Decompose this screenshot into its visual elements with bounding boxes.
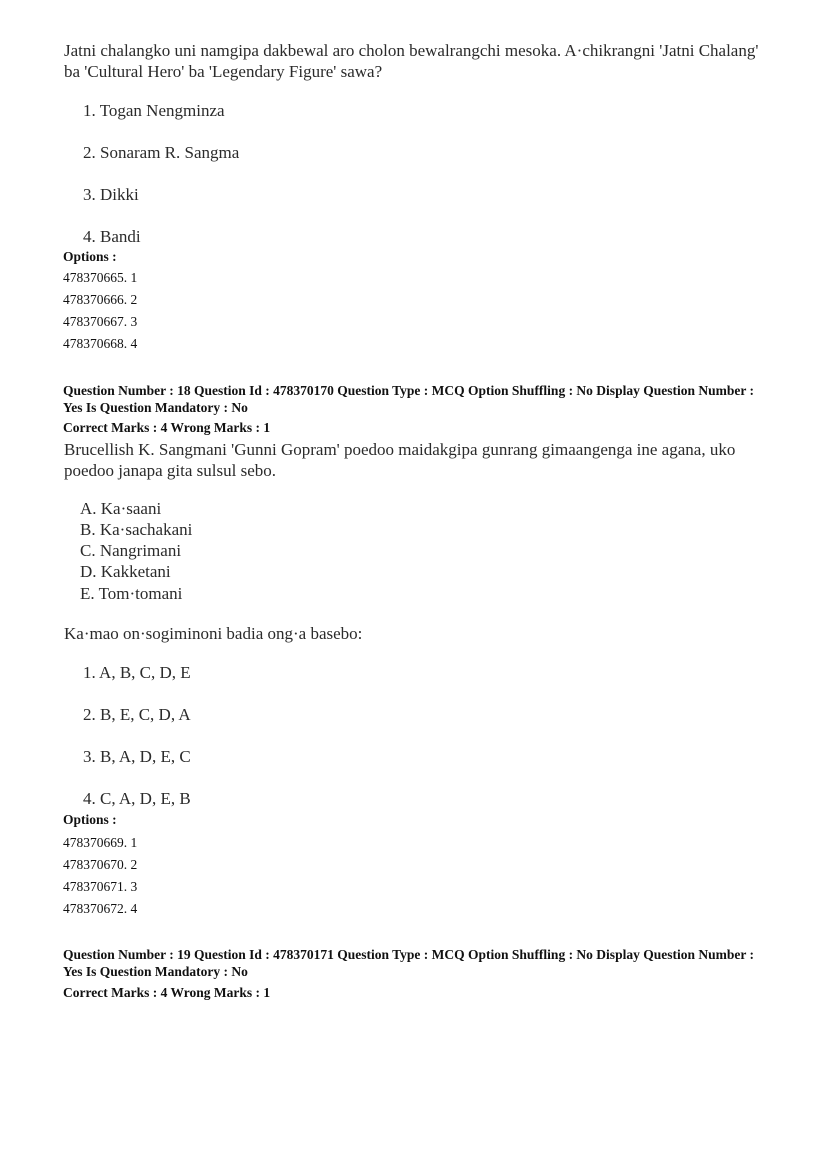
q18-instruction: Ka·mao on·sogiminoni badia ong·a basebo: (64, 624, 363, 643)
q18-choice-4: 4. C, A, D, E, B (83, 789, 191, 808)
q18-choice-1: 1. A, B, C, D, E (83, 663, 191, 682)
q18-marks: Correct Marks : 4 Wrong Marks : 1 (63, 420, 271, 435)
q18-option-id-3: 478370671. 3 (63, 879, 138, 894)
q18-option-id-2: 478370670. 2 (63, 857, 138, 872)
q17-option-id-2: 478370666. 2 (63, 292, 138, 307)
q18-option-id-4: 478370672. 4 (63, 901, 138, 916)
q17-choice-2: 2. Sonaram R. Sangma (83, 143, 240, 162)
q18-statement-b: B. Ka·sachakani (80, 520, 193, 539)
q17-question-text: Jatni chalangko uni namgipa dakbewal aro cholon bewalrangchi mesoka. A·chikrangni 'Jatni Chalang' ba 'Cultural Hero' ba 'Legendary Figure' sawa? (64, 41, 759, 81)
q17-option-id-4: 478370668. 4 (63, 336, 138, 351)
q18-statement-c: C. Nangrimani (80, 541, 182, 560)
q17-choice-3: 3. Dikki (83, 185, 139, 204)
q18-question-text: Brucellish K. Sangmani 'Gunni Gopram' poedoo maidakgipa gunrang gimaangenga ine agana, uko poedoo janapa gita sulsul sebo. (64, 440, 736, 480)
q18-choice-2: 2. B, E, C, D, A (83, 705, 191, 724)
q18-meta: Question Number : 18 Question Id : 478370170 Question Type : MCQ Option Shuffling : No Display Question Number : Yes Is Question Mandatory : No (63, 383, 754, 415)
q19-meta: Question Number : 19 Question Id : 478370171 Question Type : MCQ Option Shuffling : No Display Question Number : Yes Is Question Mandatory : No (63, 947, 754, 979)
q17-options-label: Options : (63, 249, 117, 264)
q18-statement-d: D. Kakketani (80, 562, 171, 581)
q17-choice-1: 1. Togan Nengminza (83, 101, 225, 120)
q18-option-id-1: 478370669. 1 (63, 835, 138, 850)
q17-choice-4: 4. Bandi (83, 227, 141, 246)
q18-statement-e: E. Tom·tomani (80, 584, 183, 603)
q18-options-label: Options : (63, 812, 117, 827)
q19-marks: Correct Marks : 4 Wrong Marks : 1 (63, 985, 271, 1000)
q17-option-id-3: 478370667. 3 (63, 314, 138, 329)
q17-option-id-1: 478370665. 1 (63, 270, 138, 285)
q18-choice-3: 3. B, A, D, E, C (83, 747, 191, 766)
q18-statement-a: A. Ka·saani (80, 499, 162, 518)
